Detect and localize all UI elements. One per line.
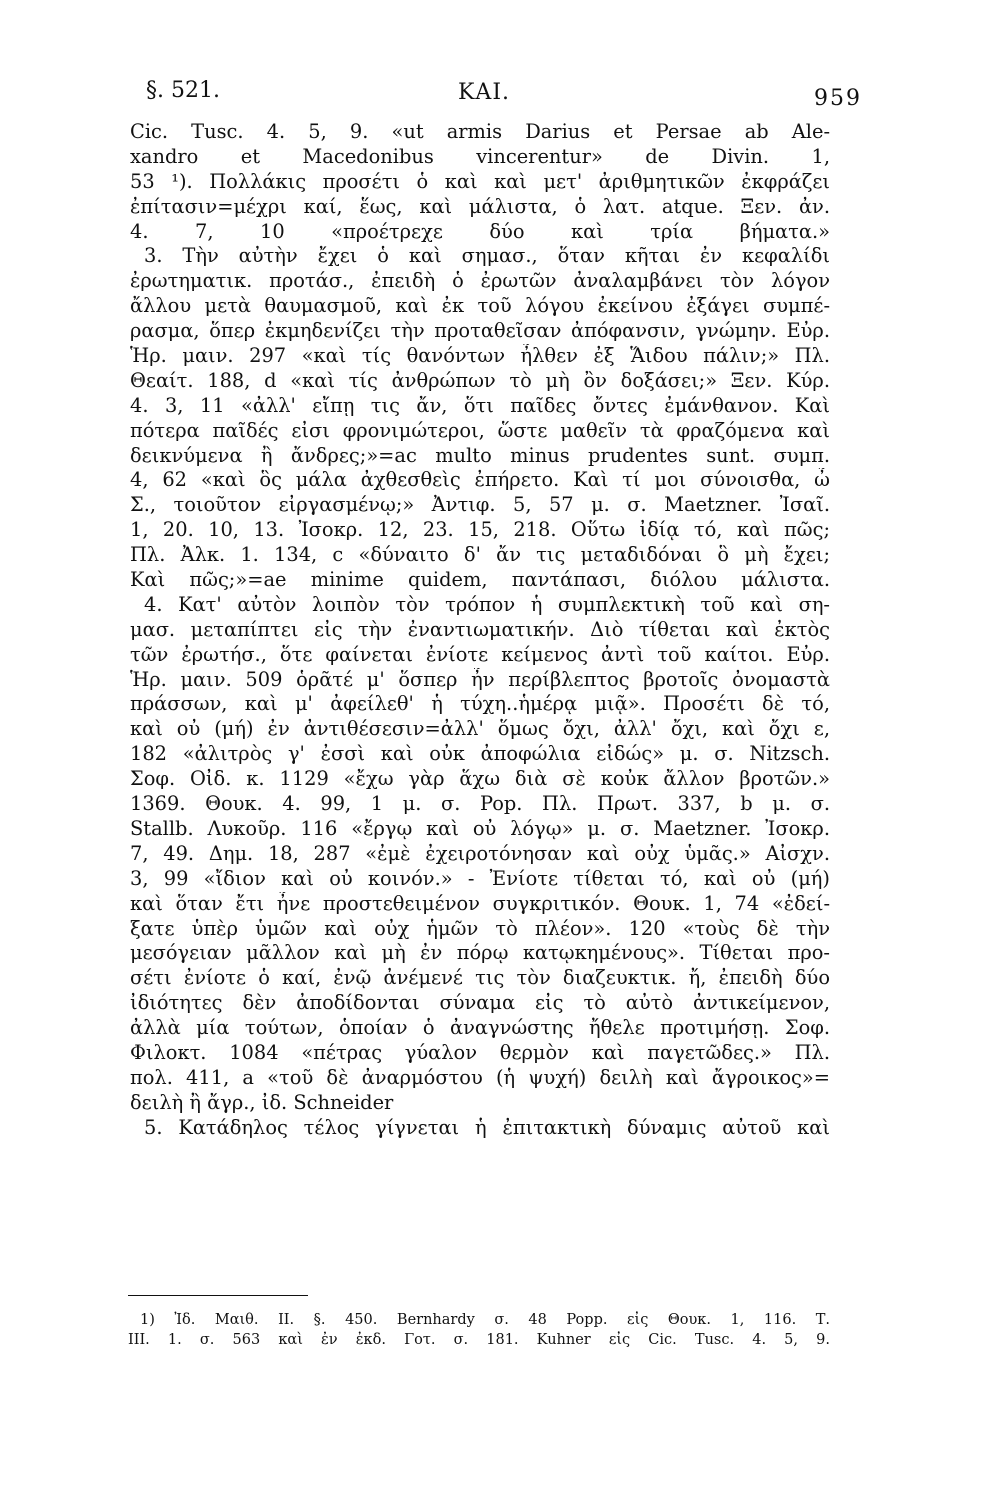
text-line: 4, 62 «καὶ ὃς μάλα ἀχθεσθεὶς ἐπήρετο. Καὶ τί μοι σύνοισθα, ὦ xyxy=(130,468,830,492)
text-line: 4. Κατ' αὐτὸν λοιπὸν τὸν τρόπον ἡ συμπλεκτικὴ τοῦ καὶ ση- xyxy=(144,592,830,616)
text-line: τῶν ἐρωτήσ., ὅτε φαίνεται ἐνίοτε κείμενος ἀντὶ τοῦ καίτοι. Εὐρ. xyxy=(130,642,830,666)
text-line: 5. Κατάδηλος τέλος γίγνεται ἡ ἐπιτακτικὴ δύναμις αὐτοῦ καὶ xyxy=(144,1115,830,1139)
text-line: πράσσων, καὶ μ' ἀφείλεθ' ἡ τύχη..ἡμέρᾳ μιᾷ». Προσέτι δὲ τό, xyxy=(130,692,830,716)
text-line: Ἡρ. μαιν. 297 «καὶ τίς θανόντων ἦλθεν ἐξ Ἅιδου πάλιν;» Πλ. xyxy=(130,344,830,368)
text-line: ἐρωτηματικ. προτάσ., ἐπειδὴ ὁ ἐρωτῶν ἀναλαμβάνει τὸν λόγον xyxy=(130,269,830,293)
text-line: Πλ. Ἀλκ. 1. 134, c «δύναιτο δ' ἄν τις μεταδιδόναι ὃ μὴ ἔχει; xyxy=(130,543,830,567)
text-line: 53 ¹). Πολλάκις προσέτι ὁ καὶ καὶ μετ' ἀριθμητικῶν ἐκφράζει xyxy=(130,169,830,193)
text-line: καὶ οὐ (μή) ἐν ἀντιθέσεσιν=ἀλλ' ὅμως ὄχι, ἀλλ' ὄχι, καὶ ὄχι ε, xyxy=(130,717,830,741)
text-line: Καὶ πῶς;»=ae minime quidem, παντάπασι, διόλου μάλιστα. xyxy=(130,568,830,592)
text-line: καὶ ὅταν ἔτι ἦνε προστεθειμένον συγκριτικόν. Θουκ. 1, 74 «ἐδεί- xyxy=(130,891,830,915)
text-line: ξατε ὑπὲρ ὑμῶν καὶ οὐχ ἡμῶν τὸ πλέον». 120 «τοὺς δὲ τὴν xyxy=(130,916,830,940)
text-line: ἰδιότητες δὲν ἀποδίδονται σύναμα εἰς τὸ αὐτὸ ἀντικείμενον, xyxy=(130,991,830,1015)
text-line: 7, 49. Δημ. 18, 287 «ἐμὲ ἐχειροτόνησαν καὶ οὐχ ὑμᾶς.» Αἰσχν. xyxy=(130,841,830,865)
text-line: 4. 3, 11 «ἀλλ' εἴπῃ τις ἄν, ὅτι παῖδες ὄντες ἐμάνθανον. Καὶ xyxy=(130,393,830,417)
text-line: 3. Τὴν αὐτὴν ἔχει ὁ καὶ σημασ., ὅταν κῆται ἐν κεφαλίδι xyxy=(144,244,830,268)
text-line: Σοφ. Οἰδ. κ. 1129 «ἔχω γὰρ ἅχω διὰ σὲ κοὐκ ἄλλον βροτῶν.» xyxy=(130,767,830,791)
footnote-line: 1) Ἰδ. Μαιθ. II. §. 450. Bernhardy σ. 48 Popp. εἰς Θουκ. 1, 116. Τ. xyxy=(140,1312,830,1328)
text-line: 3, 99 «ἴδιον καὶ οὐ κοινόν.» - Ἐνίοτε τίθεται τό, καὶ οὐ (μή) xyxy=(130,866,830,890)
running-title: ΚΑΙ. xyxy=(458,80,511,105)
text-line: Σ., τοιοῦτον εἰργασμένῳ;» Ἀντιφ. 5, 57 μ. σ. Maetzner. Ἰσαῖ. xyxy=(130,493,830,517)
text-line: ρασμα, ὅπερ ἐκμηδενίζει τὴν προταθεῖσαν ἀπόφανσιν, γνώμην. Εὐρ. xyxy=(130,319,830,343)
text-line: 182 «ἀλιτρὸς γ' ἐσσὶ καὶ οὐκ ἀποφώλια εἰδώς» μ. σ. Nitzsch. xyxy=(130,742,830,766)
text-line: Ἡρ. μαιν. 509 ὁρᾶτέ μ' ὅσπερ ἦν περίβλεπτος βροτοῖς ὀνομαστὰ xyxy=(130,667,830,691)
page-number: 959 xyxy=(814,86,862,111)
text-line: Φιλοκτ. 1084 «πέτρας γύαλον θερμὸν καὶ παγετῶδες.» Πλ. xyxy=(130,1040,830,1064)
footnotes xyxy=(128,1310,830,1350)
text-line: 1369. Θουκ. 4. 99, 1 μ. σ. Pop. Πλ. Πρωτ. 337, b μ. σ. xyxy=(130,792,830,816)
text-line: Θεαίτ. 188, d «καὶ τίς ἀνθρώπων τὸ μὴ ὂν δοξάσει;» Ξεν. Κύρ. xyxy=(130,368,830,392)
text-line: 4. 7, 10 «προέτρεχε δύο καὶ τρία βήματα.» xyxy=(130,219,830,243)
running-head xyxy=(128,78,862,112)
text-line: ἐπίτασιν=μέχρι καί, ἕως, καὶ μάλιστα, ὁ λατ. atque. Ξεν. ἀν. xyxy=(130,194,830,218)
text-line: πολ. 411, a «τοῦ δὲ ἀναρμόστου (ἡ ψυχή) δειλὴ καὶ ἄγροικος»= xyxy=(130,1065,830,1089)
text-line: μεσόγειαν μᾶλλον καὶ μὴ ἐν πόρῳ κατῳκημένους». Τίθεται προ- xyxy=(130,941,830,965)
text-line: Stallb. Λυκοῦρ. 116 «ἔργῳ καὶ οὐ λόγῳ» μ. σ. Maetzner. Ἰσοκρ. xyxy=(130,816,830,840)
text-line: δειλὴ ἢ ἄγρ., ἰδ. Schneider xyxy=(130,1090,394,1114)
text-line: ἀλλὰ μία τούτων, ὁποίαν ὁ ἀναγνώστης ἤθελε προτιμήσῃ. Σοφ. xyxy=(130,1016,830,1040)
text-line: σέτι ἐνίοτε ὁ καί, ἐνῷ ἀνέμενέ τις τὸν διαζευκτικ. ἤ, ἐπειδὴ δύο xyxy=(130,966,830,990)
footnote-line: III. 1. σ. 563 καὶ ἐν ἐκδ. Γοτ. σ. 181. Kuhner εἰς Cic. Tusc. 4. 5, 9. xyxy=(128,1332,830,1348)
text-line: 1, 20. 10, 13. Ἰσοκρ. 12, 23. 15, 218. Οὕτω ἰδίᾳ τό, καὶ πῶς; xyxy=(130,518,830,542)
text-line: μασ. μεταπίπτει εἰς τὴν ἐναντιωματικήν. Διὸ τίθεται καὶ ἐκτὸς xyxy=(130,617,830,641)
footnote-rule xyxy=(128,1295,308,1296)
text-line: πότερα παῖδές εἰσι φρονιμώτεροι, ὥστε μαθεῖν τὰ φραζόμενα καὶ xyxy=(130,418,830,442)
text-line: xandro et Macedonibus vincerentur» de Divin. 1, xyxy=(130,144,830,168)
body-text xyxy=(130,120,830,1141)
text-line: δεικνύμενα ἢ ἄνδρες;»=ac multo minus prudentes sunt. συμπ. xyxy=(130,443,830,467)
text-line: ἄλλου μετὰ θαυμασμοῦ, καὶ ἐκ τοῦ λόγου ἐκείνου ἐξάγει συμπέ- xyxy=(130,294,830,318)
text-line: Cic. Tusc. 4. 5, 9. «ut armis Darius et Persae ab Ale- xyxy=(130,120,830,143)
section-number: §. 521. xyxy=(146,78,220,103)
